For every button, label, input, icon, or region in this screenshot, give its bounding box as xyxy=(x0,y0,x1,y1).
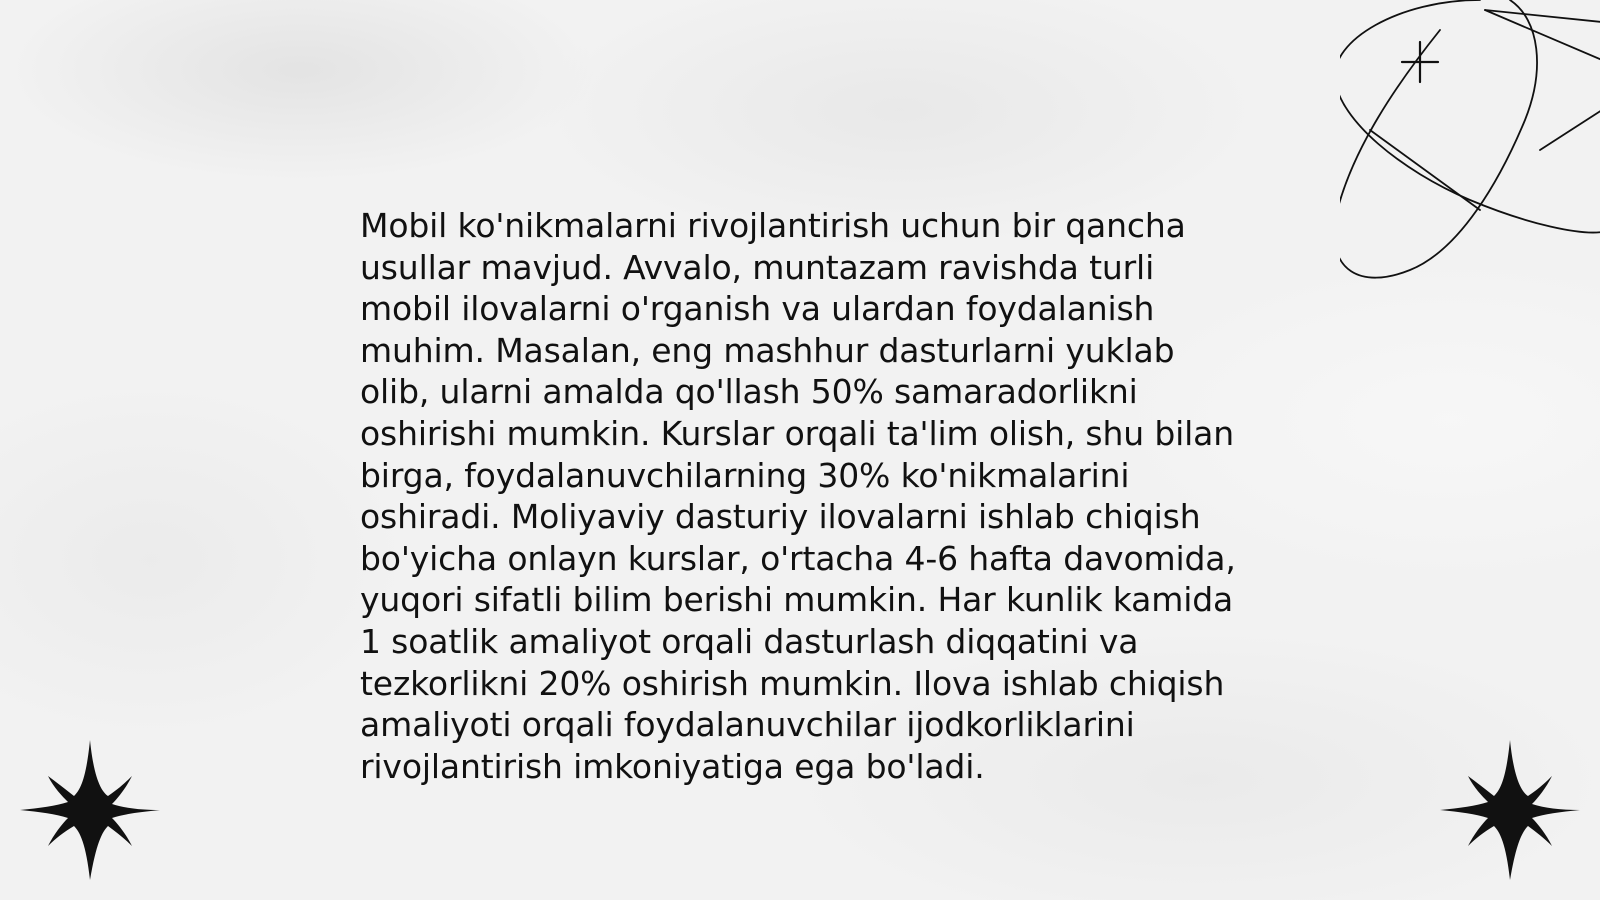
four-point-star-icon xyxy=(20,740,160,880)
body-paragraph: Mobil ko'nikmalarni rivojlantirish uchun bir qancha usullar mavjud. Avvalo, muntazam ravishda turli mobil ilovalarni o'rganish va ulardan foydalanish muhim. Masalan, eng mashhur dasturlarni yuklab olib, ularni amalda qo'llash 50% samaradorlikni oshirishi mumkin. Kurslar orqali ta'lim olish, shu bilan birga, foydalanuvchilarning 30% ko'nikmalarini oshiradi. Moliyaviy dasturiy ilovalarni ishlab chiqish bo'yicha onlayn kurslar, o'rtacha 4-6 hafta davomida, yuqori sifatli bilim berishi mumkin. Har kunlik kamida 1 soatlik amaliyot orqali dasturlash diqqatini va tezkorlikni 20% oshirish mumkin. Ilova ishlab chiqish amaliyoti orqali foydalanuvchilar ijodkorliklarini rivojlantirish imkoniyatiga ega bo'ladi. xyxy=(360,206,1236,786)
orbit-lines-icon xyxy=(1340,0,1600,300)
four-point-star-icon xyxy=(1440,740,1580,880)
